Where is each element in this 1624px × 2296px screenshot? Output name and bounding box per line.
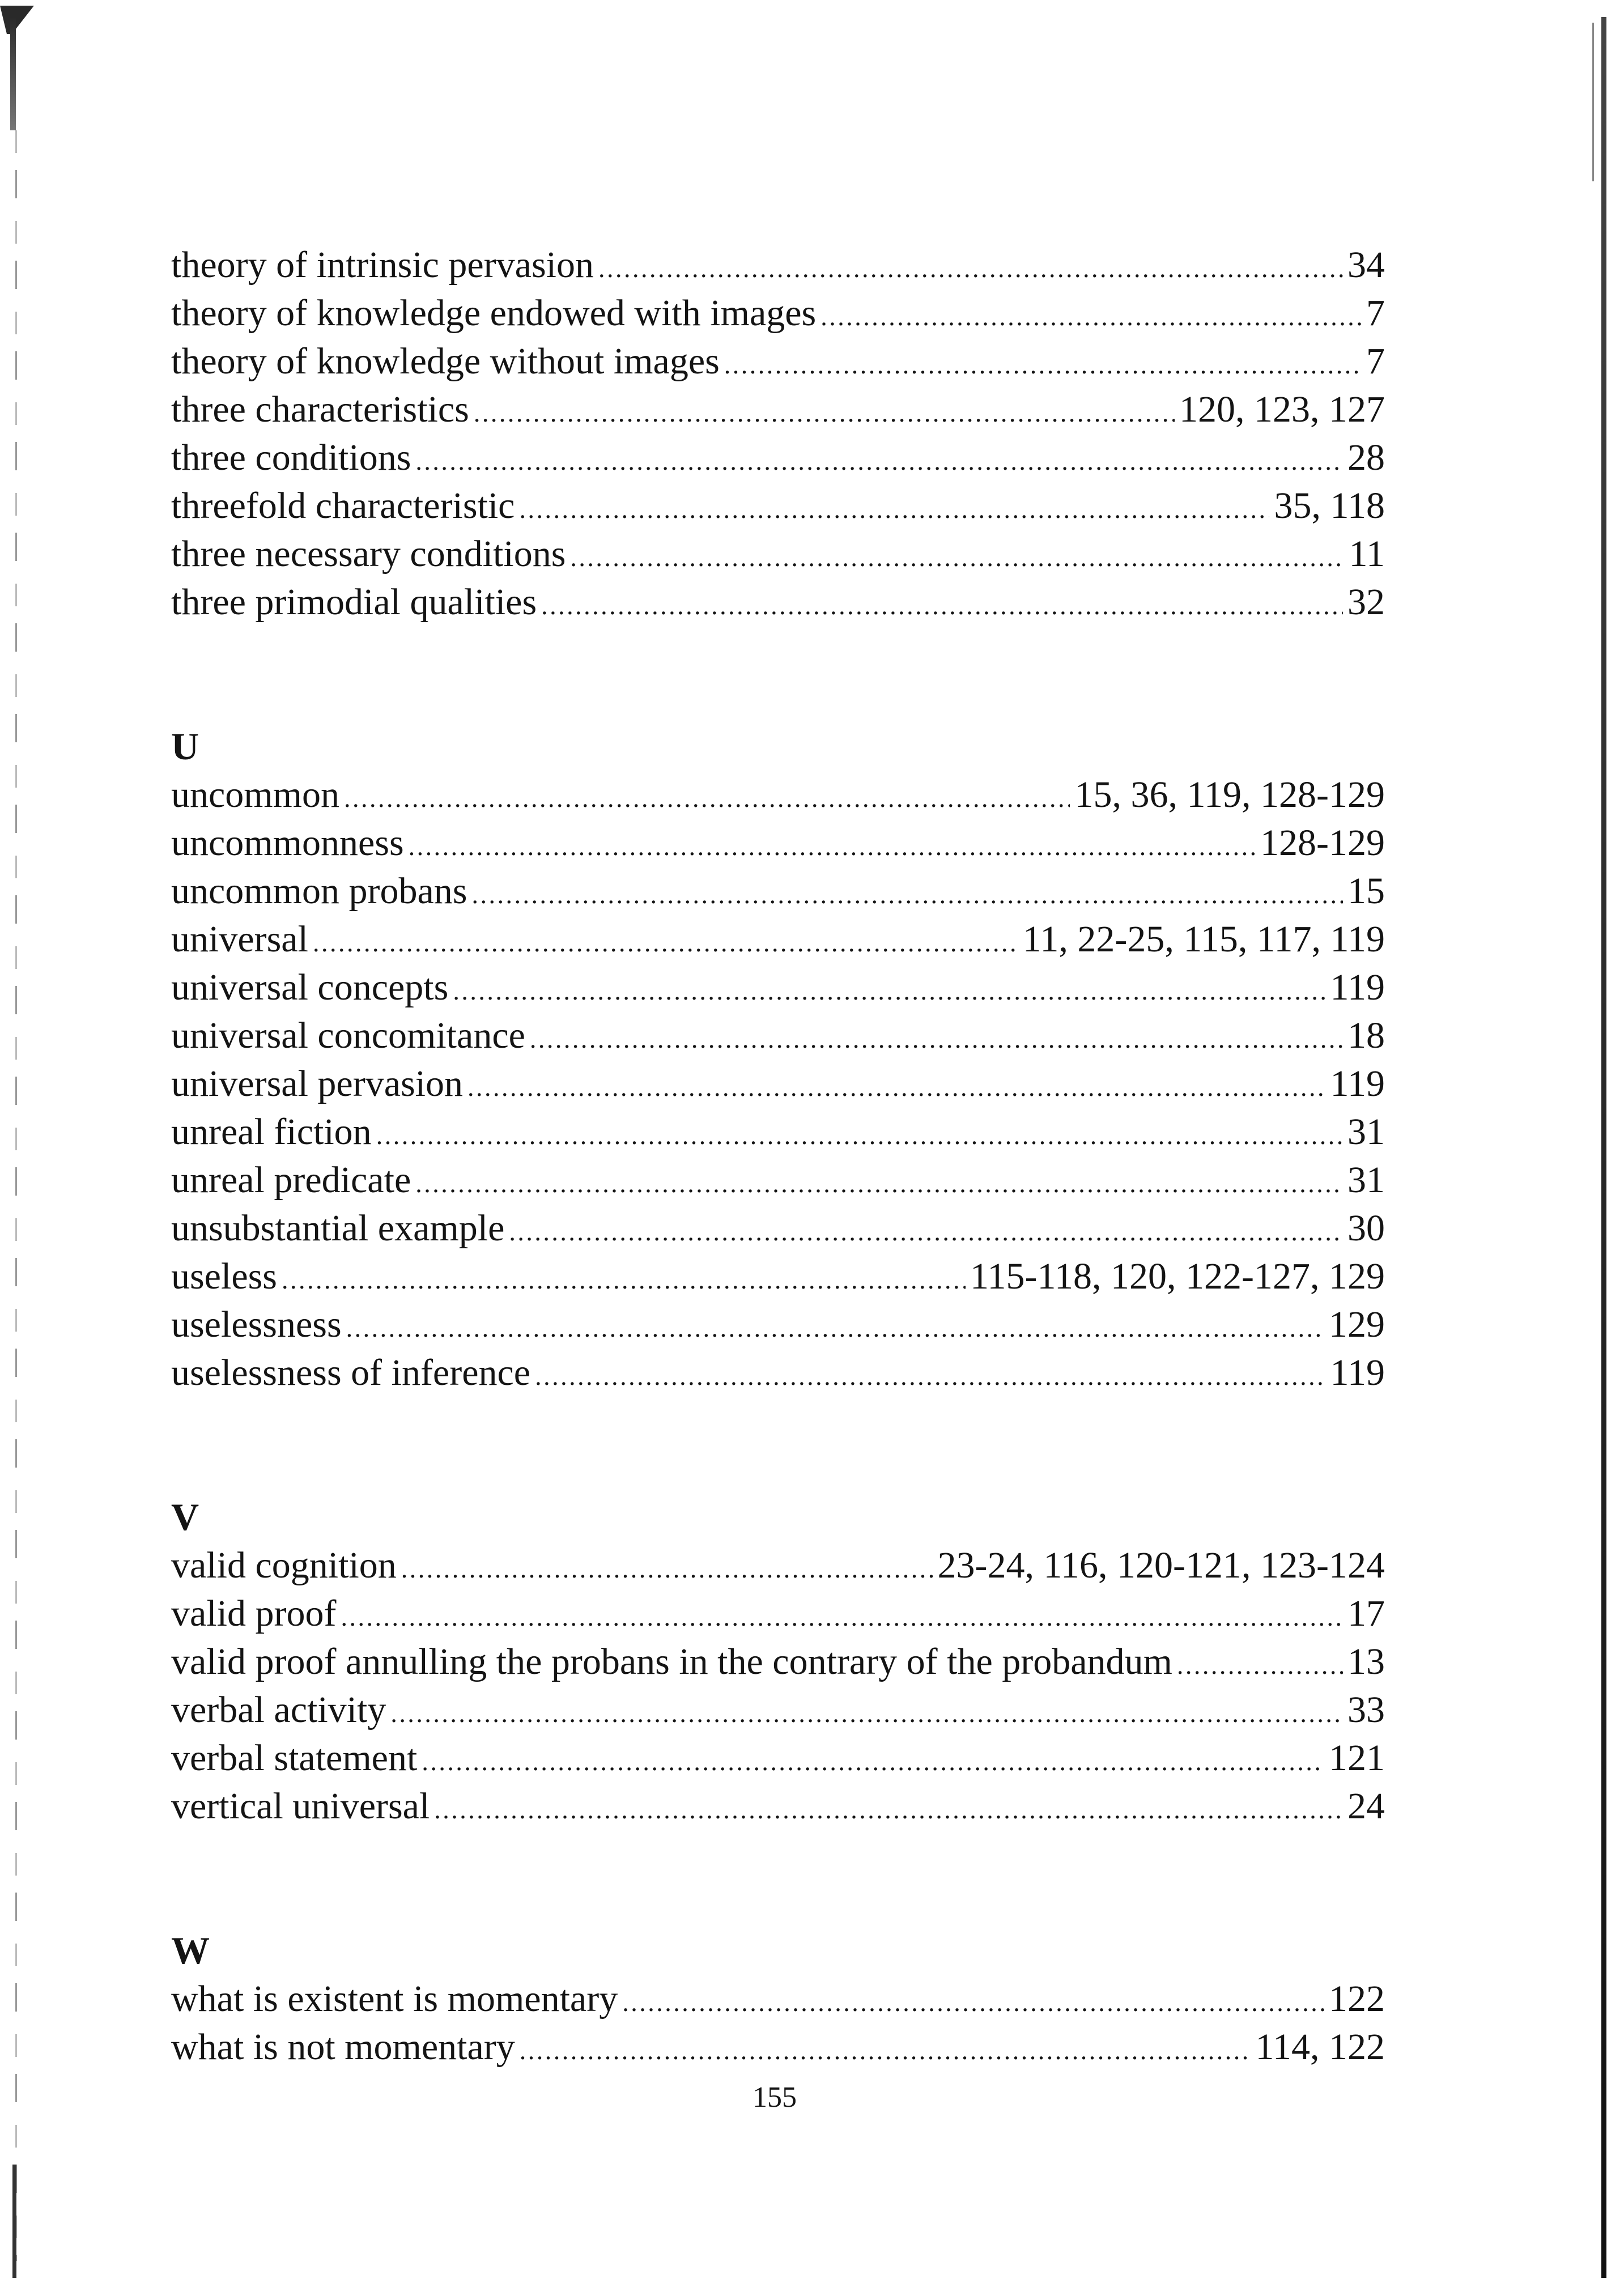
index-entry [171,1060,1385,1108]
index-term: unsubstantial example [171,1207,505,1249]
index-pages: 23-24, 116, 120-121, 123-124 [937,1545,1385,1586]
index-term: uncommonness [171,822,404,864]
dot-leader [341,1589,1343,1638]
index-pages: 35, 118 [1274,485,1385,526]
index-term: uncommon probans [171,870,467,912]
index-pages: 13 [1347,1641,1385,1682]
index-pages: 18 [1347,1015,1385,1056]
dot-leader [622,1975,1324,2023]
scan-edge-bottom-left [12,2165,16,2278]
index-term: verbal statement [171,1737,418,1779]
dot-leader [453,963,1325,1011]
index-entry [171,819,1385,867]
index-pages: 31 [1347,1111,1385,1153]
dot-leader [471,867,1343,915]
dot-leader [820,289,1362,337]
index-pages: 31 [1347,1159,1385,1201]
section-gap [171,1397,1385,1493]
index-pages: 128-129 [1260,822,1385,864]
index-pages: 15, 36, 119, 128-129 [1074,774,1385,815]
index-entry [171,771,1385,819]
index-term: universal concepts [171,967,449,1008]
scan-edge-left-line [15,130,17,2261]
section-letter: U [171,725,199,768]
section-gap [171,626,1385,722]
dot-leader [409,819,1256,867]
index-pages: 119 [1330,1063,1385,1104]
page-number: 155 [753,2081,797,2114]
index-entry [171,337,1385,385]
index-pages: 7 [1366,341,1385,382]
index-term: three conditions [171,437,411,478]
index-pages: 120, 123, 127 [1179,389,1385,430]
index-pages: 34 [1347,244,1385,286]
index-entry [171,1011,1385,1060]
index-pages: 7 [1366,292,1385,334]
index-entry [171,1541,1385,1589]
index-entry [171,530,1385,578]
index-entry [171,915,1385,963]
index-term: valid proof annulling the probans in the contrary of the probandum [171,1641,1172,1682]
index-pages: 28 [1347,437,1385,478]
dot-leader [346,1300,1324,1349]
index-entry [171,1782,1385,1830]
dot-leader [401,1541,933,1589]
index-entry [171,578,1385,626]
section-letter: V [171,1495,199,1538]
index-entry [171,2023,1385,2071]
dot-leader [520,2023,1251,2071]
dot-leader [376,1108,1343,1156]
index-term: universal [171,919,308,960]
index-term: valid cognition [171,1545,397,1586]
index-term: unreal fiction [171,1111,372,1153]
dot-leader [422,1734,1324,1782]
index-entry [171,433,1385,482]
index-entry [171,1108,1385,1156]
dot-leader [530,1011,1343,1060]
dot-leader [434,1782,1343,1830]
index-entry [171,385,1385,433]
index-pages: 30 [1347,1207,1385,1249]
index-term: uselessness [171,1304,342,1345]
section-letter: W [171,1929,210,1972]
scan-edge-left [10,17,16,130]
dot-leader [509,1204,1343,1252]
index-pages: 114, 122 [1255,2026,1385,2068]
dot-leader [541,578,1343,626]
index-term: three primodial qualities [171,581,537,623]
index-pages: 24 [1347,1785,1385,1827]
index-term: valid proof [171,1593,337,1634]
index-entry [171,1734,1385,1782]
index-term: what is not momentary [171,2026,515,2068]
index-entry [171,1156,1385,1204]
index-term: theory of intrinsic pervasion [171,244,594,286]
index-pages: 122 [1329,1978,1385,2019]
index-entry [171,1349,1385,1397]
index-section [171,1493,1385,1830]
index-pages: 119 [1330,1352,1385,1393]
index-pages: 119 [1330,967,1385,1008]
index-term: useless [171,1256,277,1297]
index-term: universal concomitance [171,1015,525,1056]
index-term: three necessary conditions [171,533,566,575]
index-term: what is existent is momentary [171,1978,618,2019]
dot-leader [1177,1638,1343,1686]
dot-leader [390,1686,1343,1734]
index-entry [171,289,1385,337]
index-term: three characteristics [171,389,469,430]
index-term: uselessness of inference [171,1352,531,1393]
index-entry [171,867,1385,915]
index-entry [171,1204,1385,1252]
scan-edge-right [1601,17,1606,2278]
index-term: threefold characteristic [171,485,515,526]
index-pages: 17 [1347,1593,1385,1634]
index-term: universal pervasion [171,1063,464,1104]
scan-edge-top-left [0,6,34,34]
dot-leader [598,241,1343,289]
index-list [171,241,1385,2071]
index-section [171,1927,1385,2071]
index-term: vertical universal [171,1785,430,1827]
index-pages: 129 [1329,1304,1385,1345]
index-entry [171,1686,1385,1734]
dot-leader [474,385,1175,433]
dot-leader [282,1252,966,1300]
index-term: verbal activity [171,1689,386,1730]
dot-leader [519,482,1269,530]
index-section [171,722,1385,1397]
section-gap [171,1830,1385,1927]
index-entry [171,1638,1385,1686]
index-pages: 32 [1347,581,1385,623]
index-pages: 11 [1349,533,1385,575]
index-entry [171,1300,1385,1349]
index-entry [171,241,1385,289]
index-pages: 15 [1347,870,1385,912]
index-pages: 11, 22-25, 115, 117, 119 [1022,919,1385,960]
index-term: theory of knowledge endowed with images [171,292,817,334]
index-pages: 33 [1347,1689,1385,1730]
dot-leader [313,915,1018,963]
index-section [171,241,1385,626]
index-entry [171,1975,1385,2023]
index-entry [171,482,1385,530]
scan-edge-right-thin [1592,23,1594,181]
index-entry [171,1252,1385,1300]
dot-leader [467,1060,1325,1108]
dot-leader [415,1156,1343,1204]
index-term: theory of knowledge without images [171,341,720,382]
index-term: unreal predicate [171,1159,411,1201]
index-entry [171,1589,1385,1638]
dot-leader [344,771,1070,819]
dot-leader [415,433,1343,482]
dot-leader [570,530,1344,578]
index-pages: 121 [1329,1737,1385,1779]
index-entry [171,963,1385,1011]
dot-leader [535,1349,1325,1397]
dot-leader [724,337,1362,385]
index-pages: 115-118, 120, 122-127, 129 [970,1256,1385,1297]
index-term: uncommon [171,774,339,815]
